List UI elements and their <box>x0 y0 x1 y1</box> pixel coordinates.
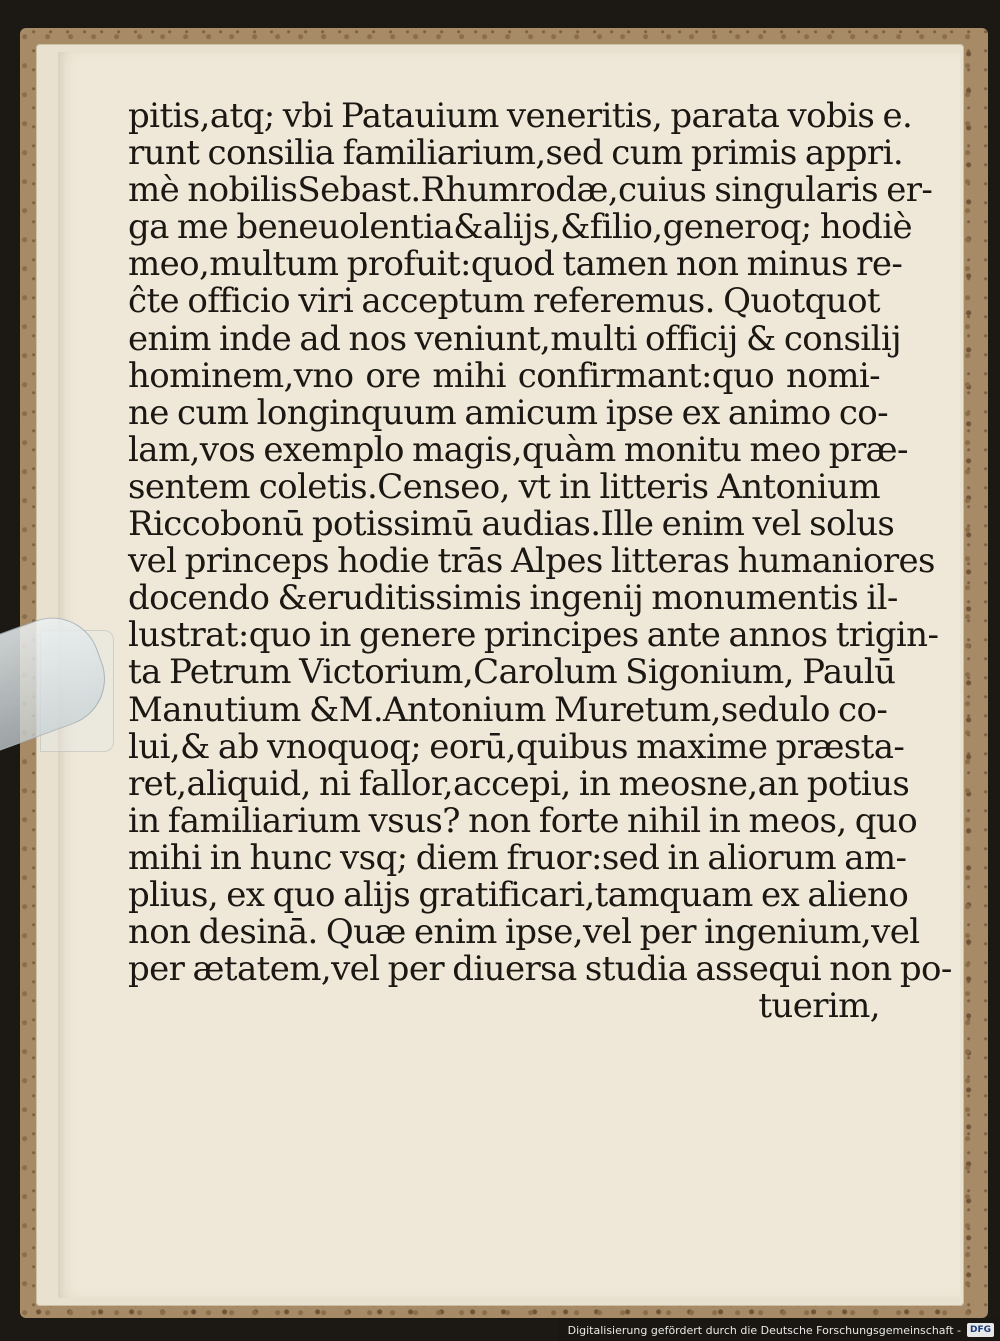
text-line: in familiarium vsus? non forte nihil in meos, quo <box>128 800 918 841</box>
text-line: enim inde ad nos veniunt,multi officij & consilij <box>128 318 902 359</box>
text-line: docendo &eruditissimis ingenij monumentis il- <box>128 578 898 619</box>
text-line: lam,vos exemplo magis,quàm monitu meo præ- <box>128 429 908 470</box>
text-line: sentem coletis.Censeo, vt in litteris Antonium <box>128 466 880 507</box>
text-line: plius, ex quo alijs gratificari,tamquam ex alieno <box>128 874 909 915</box>
text-line: mihi in hunc vsq; diem fruor:sed in aliorum am- <box>128 837 907 878</box>
text-line: pitis,atq; vbi Patauium veneritis, parata vobis e. <box>128 96 913 136</box>
text-line: Manutium &M.Antonium Muretum,sedulo co- <box>128 689 888 730</box>
funding-credit: Digitalisierung gefördert durch die Deutsche Forschungsgemeinschaft - <box>567 1323 961 1337</box>
digitization-footer <box>558 1319 1000 1341</box>
text-line: lui,& ab vnoquoq; eorū,quibus maxime præsta- <box>128 726 905 767</box>
text-line: lustrat:quo in genere principes ante annos trigin- <box>128 615 939 656</box>
dfg-logo: DFG <box>967 1323 994 1337</box>
text-line: ta Petrum Victorium,Carolum Sigonium, Paulū <box>128 652 896 693</box>
text-line: per ætatem,vel per diuersa studia assequi non po- <box>128 949 952 990</box>
text-line: vel princeps hodie trās Alpes litteras humaniores <box>128 541 935 582</box>
text-line: ne cum longinquum amicum ipse ex animo co- <box>128 392 889 433</box>
text-line: ĉte officio viri acceptum referemus. Quotquot <box>128 281 880 322</box>
text-line: hominem,vno ore mihi confirmant:quo nomi- <box>128 355 880 396</box>
text-line: Riccobonū potissimū audias.Ille enim vel solus <box>128 504 895 545</box>
page-text <box>128 96 952 1027</box>
text-line: mè nobilisSebast.Rhumrodæ,cuius singularis er- <box>128 170 933 211</box>
catchword: tuerim, <box>758 986 880 1027</box>
text-line: ga me beneuolentia&alijs,&filio,generoq; hodiè <box>128 207 912 248</box>
text-line: ret,aliquid, ni fallor,accepi, in meosne,an potius <box>128 763 910 804</box>
text-line: runt consilia familiarium,sed cum primis appri. <box>128 133 904 174</box>
text-line: meo,multum profuit:quod tamen non minus re- <box>128 244 903 285</box>
text-line: non desinā. Quæ enim ipse,vel per ingenium,vel <box>128 912 920 953</box>
